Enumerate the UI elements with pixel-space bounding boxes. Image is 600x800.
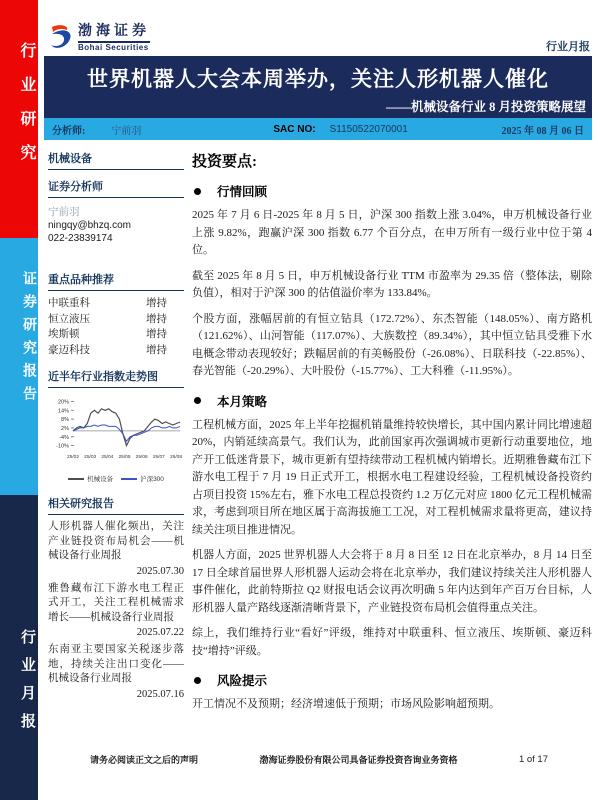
svg-text:25/06: 25/06 (135, 455, 148, 460)
legend-label: 沪深300 (140, 476, 164, 483)
paragraph: 个股方面，涨幅居前的有恒立钻具（172.72%）、东杰智能（148.05%）、南方路机（121.62%）、山河智能（117.07%）、大族数控（89.34%），其中恒立钻具受雅下水电概念带动表现较好；跌幅居前的有美畅股份（-26.08%）、日联科技（-22.85%）、春光智能（-20.29%）、大叶股份（-15.77%）、工大科雅（-11.95%）。 (192, 312, 592, 377)
pick-name: 豪迈科技 (48, 344, 90, 356)
sac-no-label: SAC NO: (273, 123, 316, 135)
chart-section-title: 近半年行业指数走势图 (48, 368, 184, 388)
section-header-market-review (194, 182, 592, 200)
sidebar-securities-research-label: 证券研究报告 (21, 271, 36, 409)
legend-line-swatch (68, 478, 84, 480)
legend-label: 机械设备 (87, 476, 114, 483)
bullet-icon (194, 188, 201, 195)
bohai-logo-icon (48, 24, 74, 52)
page-number: 1 of 17 (518, 754, 548, 765)
svg-text:25/07: 25/07 (152, 455, 165, 460)
analyst-name: 宁前羽 (111, 125, 142, 137)
analyst-email: ningqy@bhzq.com (48, 220, 131, 231)
brand-name-en: Bohai Securities (78, 43, 149, 52)
picks-section-title: 重点品种推荐 (48, 271, 184, 291)
report-title: 世界机器人大会本周举办，关注人形机器人催化 (87, 67, 549, 91)
chart-legend-item (121, 474, 164, 483)
related-report-title: 东南亚主要国家关税逐步落地，持续关注出口变化——机械设备行业周报 (48, 644, 184, 684)
pick-name: 埃斯顿 (48, 329, 80, 340)
pick-row (48, 312, 184, 328)
legend-line-swatch (121, 478, 137, 480)
svg-text:8%: 8% (61, 417, 69, 424)
brand-logo (48, 24, 150, 52)
pick-rating: 增持 (146, 313, 167, 325)
pick-name: 中联重科 (48, 298, 90, 309)
sidebar-securities-research (0, 238, 38, 495)
paragraph: 2025 年 7 月 6 日-2025 年 8 月 5 日，沪深 300 指数上涨 3.04%，申万机械设备行业上涨 9.82%，跑赢沪深 300 指数 6.77 个百分点，在申万所有一级行业中位于第 4 位。 (192, 209, 592, 256)
report-date: 2025 年 08 月 06 日 (501, 125, 584, 137)
bullet-icon (194, 397, 201, 404)
left-column (48, 150, 184, 700)
pick-row (48, 327, 184, 343)
pick-row (48, 296, 184, 312)
pick-row (48, 343, 184, 359)
title-banner (44, 56, 592, 118)
footer-qualification: 渤海证券股份有限公司具备证券投资咨询业务资格 (259, 755, 458, 765)
sidebar-industry-research (0, 0, 38, 238)
related-report-date: 2025.07.16 (136, 688, 184, 700)
section-header-monthly-strategy (194, 392, 592, 410)
svg-text:14%: 14% (57, 408, 69, 415)
pick-rating: 增持 (146, 329, 167, 340)
related-report-date: 2025.07.30 (136, 565, 184, 577)
paragraph: 机器人方面，2025 世界机器人大会将于 8 月 8 日至 12 日在北京举办，8 月 14 日至 17 日全球首届世界人形机器人运动会将在北京举办，我们建议持续关注人形机器人事件催化，此前特斯拉 Q2 财报电话会议再次明确 5 年内达到年产百万台目标，人形机器人量产路线逐渐清晰背景下，产业链投资布局机会值得重点关注。 (192, 549, 592, 614)
bullet-icon (194, 677, 201, 684)
report-subtitle: ——机械设备行业 8 月投资策略展望 (385, 100, 586, 114)
sac-no-value: S1150522070001 (329, 123, 408, 135)
section-header-risk-warning (194, 671, 592, 689)
vertical-sidebar (0, 0, 38, 800)
industry-index-chart (48, 392, 184, 483)
svg-text:20%: 20% (57, 399, 69, 406)
svg-text:25/03: 25/03 (84, 455, 97, 460)
brand-name-cn: 渤海证券 (78, 24, 150, 43)
svg-text:25/04: 25/04 (101, 455, 114, 460)
paragraph: 综上，我们维持行业“看好”评级，维持对中联重科、恒立液压、埃斯顿、豪迈科技“增持”评级。 (192, 627, 592, 657)
analysts-section-title: 证券分析师 (48, 178, 184, 198)
related-report (48, 520, 184, 577)
svg-text:-4%: -4% (59, 434, 69, 441)
brand-text (78, 24, 150, 52)
paragraph: 截至 2025 年 8 月 5 日，申万机械设备行业 TTM 市盈率为 29.35 倍（整体法，剔除负值），相对于沪深 300 的估值溢价率为 133.84%。 (192, 269, 592, 299)
chart-legend-item (68, 474, 113, 483)
svg-text:25/05: 25/05 (118, 455, 131, 460)
picks-table (48, 296, 184, 358)
related-report-title: 雅鲁藏布江下游水电工程正式开工，关注工程机械需求增长——机械设备行业周报 (48, 582, 184, 623)
svg-text:-10%: -10% (56, 443, 69, 450)
pick-rating: 增持 (146, 298, 167, 309)
related-report-date: 2025.07.22 (136, 627, 184, 638)
svg-text:25/08: 25/08 (169, 455, 183, 460)
report-type-tag: 行业月报 (546, 38, 590, 57)
analyst-label: 分析师: (52, 125, 86, 137)
analyst-name-left: 宁前羽 (48, 207, 80, 218)
section-title: 风险提示 (217, 674, 268, 688)
analyst-phone: 022-23839174 (48, 233, 113, 244)
main-column (192, 150, 592, 722)
svg-text:25/02: 25/02 (66, 455, 80, 460)
page-footer (48, 753, 592, 766)
sidebar-monthly-report (0, 495, 38, 800)
industry-label: 机械设备 (48, 150, 184, 170)
analyst-info-bar (44, 118, 592, 140)
sidebar-industry-research-label: 行业研究 (18, 42, 35, 178)
svg-text:2%: 2% (61, 425, 69, 432)
chart-legend (48, 474, 184, 483)
pick-name: 恒立液压 (48, 313, 90, 325)
reports-section-title: 相关研究报告 (48, 495, 184, 515)
paragraph: 开工情况不及预期；经济增速低于预期；市场风险影响超预期。 (192, 698, 500, 710)
pick-rating: 增持 (146, 344, 167, 356)
sidebar-monthly-report-label: 行业月报 (19, 629, 35, 741)
key-points-heading: 投资要点: (192, 154, 257, 170)
footer-disclaimer: 请务必阅读正文之后的声明 (90, 755, 199, 765)
section-title: 行情回顾 (217, 185, 268, 199)
section-title: 本月策略 (217, 394, 268, 409)
related-report (48, 582, 184, 639)
industry-chart-svg (48, 392, 184, 468)
related-report (48, 643, 184, 700)
related-report-title: 人形机器人催化频出，关注产业链投资布局机会——机械设备行业周报 (48, 521, 184, 561)
paragraph: 工程机械方面，2025 年上半年挖掘机销量维持较快增长，其中国内累计同比增速超 20%，内销延续高景气。我们认为，此前国家再次强调城市更新行动重要地位，地产开工低迷背景下，城市更新有望持续带动工程机械内销增长。近期雅鲁藏布江下游水电工程于 7 月 19 日正式开工，根据水电工程建设经验，工程机械设备投资约占项目投资 15%左右，雅下水电工程总投资约 1.2 万亿元对应 1800 亿元工程机械需求，考虑到项目所在地区属于高海拔施工工况，对工程机械需求量将更高，建议持续关注项目推进情况。 (192, 418, 592, 536)
